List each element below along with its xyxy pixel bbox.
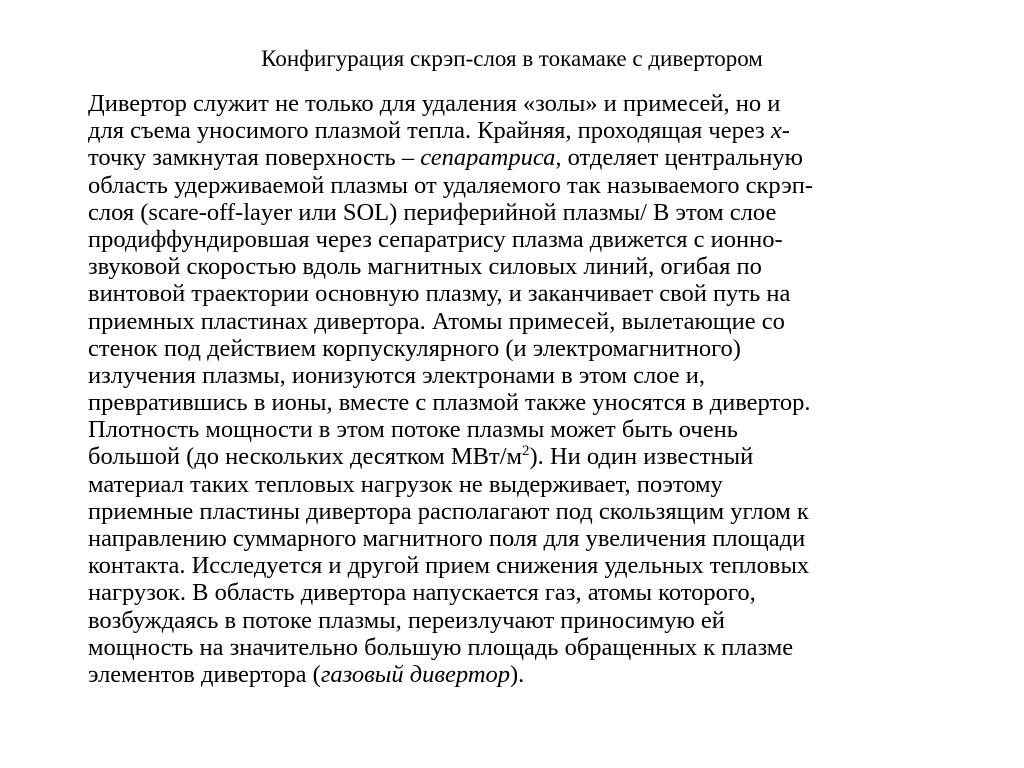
text-line: [88, 117, 968, 144]
slide-title: Конфигурация скрэп-слоя в токамаке с дивертором: [261, 46, 763, 71]
text-line: слоя (scare-off-layer или SOL) периферийной плазмы/ В этом слое: [88, 198, 777, 226]
text-run: элементов дивертора (: [88, 660, 321, 688]
text-line: приемные пластины дивертора располагают под скользящим углом к: [88, 497, 809, 525]
text-run: точку замкнутая поверхность –: [88, 144, 421, 172]
text-line: [88, 144, 968, 171]
italic-term: x: [770, 117, 782, 145]
text-run: -: [781, 117, 790, 145]
text-line: продиффундировшая через сепаратрису плазма движется с ионно-: [88, 225, 783, 253]
text-run: для съема уносимого плазмой тепла. Крайняя, проходящая через: [88, 117, 771, 145]
body-paragraph: [88, 90, 968, 688]
text-line: направлению суммарного магнитного поля для увеличения площади: [88, 525, 806, 552]
text-line: звуковой скоростью вдоль магнитных силовых линий, огибая по: [88, 253, 762, 281]
text-run: ). Ни один известный: [529, 443, 754, 471]
italic-term: газовый дивертор: [320, 660, 511, 688]
text-line: винтовой траектории основную плазму, и заканчивает свой путь на: [88, 280, 791, 308]
text-line: излучения плазмы, ионизуются электронами в этом слое и,: [88, 361, 705, 389]
text-run: , отделяет центральную: [555, 144, 803, 172]
text-line: мощность на значительно большую площадь обращенных к плазме: [88, 633, 794, 661]
text-line: Дивертор служит не только для удаления «золы» и примесей, но и: [88, 90, 781, 117]
text-run: ).: [510, 660, 525, 688]
text-line: область удерживаемой плазмы от удаляемого так называемого скрэп-: [88, 171, 814, 199]
text-line: Плотность мощности в этом потоке плазмы может быть очень: [88, 416, 738, 444]
text-run: большой (до нескольких десятком МВт/м: [88, 443, 523, 471]
text-line: нагрузок. В область дивертора напускается газ, атомы которого,: [88, 579, 756, 607]
text-line: материал таких тепловых нагрузок не выдерживает, поэтому: [88, 470, 723, 498]
text-line: возбуждаясь в потоке плазмы, переизлучают приносимую ей: [88, 606, 725, 634]
superscript: 2: [522, 443, 530, 460]
italic-term: сепаратриса: [420, 144, 556, 172]
text-line: [88, 443, 968, 470]
text-line: приемных пластинах дивертора. Атомы примесей, вылетающие со: [88, 307, 785, 335]
text-line: [88, 661, 968, 688]
text-line: контакта. Исследуется и другой прием снижения удельных тепловых: [88, 552, 810, 580]
text-line: стенок под действием корпускулярного (и электромагнитного): [88, 334, 741, 362]
text-line: превратившись в ионы, вместе с плазмой также уносятся в дивертор.: [88, 389, 811, 417]
